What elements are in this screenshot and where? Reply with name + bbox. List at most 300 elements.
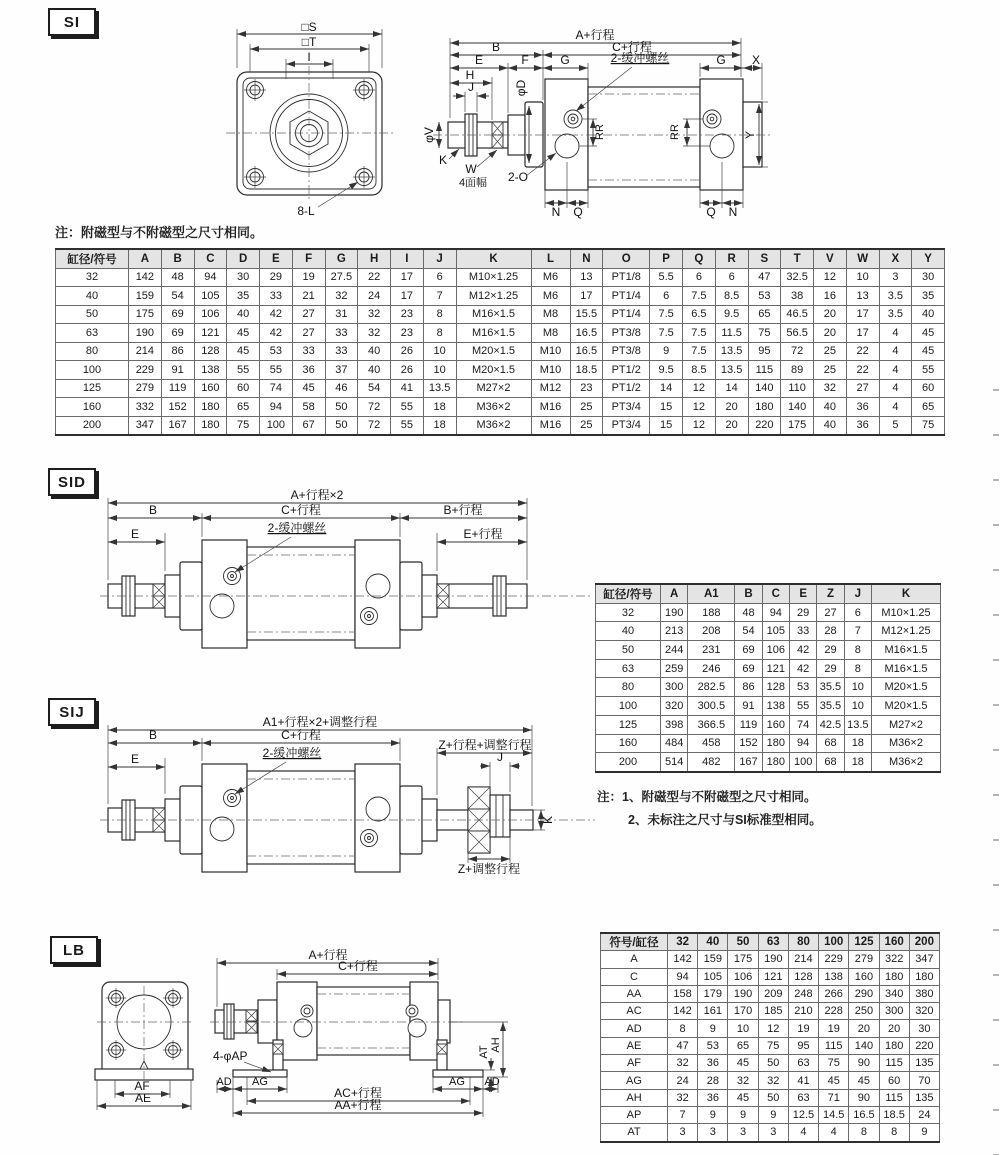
data-cell: 22 <box>846 361 879 380</box>
data-cell: 47 <box>748 268 781 287</box>
data-cell: 74 <box>789 715 816 734</box>
dim-label-n2: N <box>728 205 738 219</box>
data-cell: 53 <box>260 342 293 361</box>
data-cell: 75 <box>748 324 781 343</box>
table-col-header: N <box>570 249 603 268</box>
dim-label-rr: RR <box>594 124 606 140</box>
data-cell: 115 <box>819 1037 849 1054</box>
data-cell: 94 <box>762 603 789 622</box>
dim-label-z-adj: Z+调整行程 <box>457 862 521 876</box>
data-cell: 26 <box>391 342 424 361</box>
table-col-header: Q <box>683 249 716 268</box>
page-edge-tick <box>993 974 999 976</box>
data-cell: 90 <box>849 1055 879 1072</box>
data-cell: 71 <box>819 1089 849 1106</box>
data-cell: 45 <box>227 342 260 361</box>
dim-label-a1: A1+行程×2+调整行程 <box>262 715 378 729</box>
dim-label-e-stroke: E+行程 <box>463 527 503 541</box>
dim-label-a: A+行程 <box>575 28 615 42</box>
dim-label-a: A+行程 <box>308 948 348 962</box>
table-col-header: 40 <box>698 933 728 951</box>
data-cell: 229 <box>819 951 849 968</box>
data-cell: 7.5 <box>683 342 716 361</box>
port-hole-icon <box>210 817 234 841</box>
data-cell: 20 <box>814 305 847 324</box>
dim-label-q2: Q <box>706 205 716 219</box>
dim-label-f: F <box>521 53 529 67</box>
data-cell: M36×2 <box>872 753 941 772</box>
data-cell: 47 <box>668 1037 698 1054</box>
section-tag-sid <box>48 468 96 496</box>
data-cell: 19 <box>788 1020 818 1037</box>
data-cell: 56.5 <box>781 324 814 343</box>
data-cell: 20 <box>715 416 748 435</box>
data-cell: 7 <box>844 622 871 641</box>
row-header-cell: 63 <box>56 324 129 343</box>
si-note: 注：附磁型与不附磁型之尺寸相同。 <box>55 225 264 240</box>
page-edge-tick <box>993 389 999 391</box>
data-cell: 6 <box>650 287 683 306</box>
data-cell: 121 <box>194 324 227 343</box>
table-row <box>601 1106 940 1123</box>
data-cell: 18 <box>844 753 871 772</box>
data-cell: 32 <box>668 1089 698 1106</box>
data-cell: M10 <box>531 361 570 380</box>
data-cell: 35.5 <box>817 697 844 716</box>
table-col-header: V <box>814 249 847 268</box>
data-cell: 220 <box>748 416 781 435</box>
data-cell: 54 <box>735 622 762 641</box>
page-edge-tick <box>993 704 999 706</box>
data-cell: PT1/4 <box>603 305 650 324</box>
data-cell: 8 <box>879 1124 909 1142</box>
data-cell: 128 <box>762 678 789 697</box>
data-cell: 12 <box>683 379 716 398</box>
row-header-cell: 125 <box>56 379 129 398</box>
data-cell: 91 <box>161 361 194 380</box>
data-cell: 119 <box>161 379 194 398</box>
data-cell: 33 <box>260 287 293 306</box>
data-cell: 55 <box>391 398 424 417</box>
data-cell: M16×1.5 <box>872 641 941 660</box>
data-cell: 16.5 <box>570 324 603 343</box>
data-cell: 320 <box>661 697 688 716</box>
table-row <box>596 697 941 716</box>
lb-front-dimensions <box>97 1079 191 1110</box>
data-cell: 29 <box>817 659 844 678</box>
table-col-header: Y <box>912 249 945 268</box>
data-cell: 119 <box>735 715 762 734</box>
table-col-header: 200 <box>909 933 939 951</box>
data-cell: 20 <box>849 1020 879 1037</box>
data-cell: 13.5 <box>423 379 456 398</box>
data-cell: 300 <box>879 1003 909 1020</box>
data-cell: 69 <box>735 659 762 678</box>
data-cell: 27 <box>292 305 325 324</box>
data-cell: 69 <box>735 641 762 660</box>
data-cell: 45 <box>728 1089 758 1106</box>
data-cell: 514 <box>661 753 688 772</box>
data-cell: 40 <box>358 342 391 361</box>
cushion-screw-icon <box>361 608 378 625</box>
data-cell: PT3/8 <box>603 342 650 361</box>
data-cell: M20×1.5 <box>456 342 531 361</box>
data-cell: 14.5 <box>819 1106 849 1123</box>
data-cell: 190 <box>129 324 162 343</box>
dim-label-h: H <box>465 68 475 82</box>
data-cell: 185 <box>758 1003 788 1020</box>
data-cell: 3 <box>698 1124 728 1142</box>
data-cell: 22 <box>846 342 879 361</box>
data-cell: 8 <box>423 324 456 343</box>
table-row <box>601 1055 940 1072</box>
lb-side-view-drawing <box>210 945 602 1153</box>
data-cell: 40 <box>814 398 847 417</box>
table-col-header: E <box>260 249 293 268</box>
data-cell: 75 <box>758 1037 788 1054</box>
data-cell: 45 <box>849 1072 879 1089</box>
dim-label-v: φV <box>422 127 436 143</box>
data-cell: 9 <box>698 1106 728 1123</box>
data-cell: PT3/4 <box>603 398 650 417</box>
dim-label-ad2: AD <box>484 1076 500 1088</box>
data-cell: 190 <box>728 985 758 1002</box>
section-tag-si-label: SI <box>63 13 81 31</box>
data-cell: 106 <box>762 641 789 660</box>
port-hole-icon <box>710 134 734 158</box>
data-cell: PT3/4 <box>603 416 650 435</box>
data-cell: 347 <box>129 416 162 435</box>
dim-label-b: B <box>148 503 158 517</box>
table-col-header: B <box>161 249 194 268</box>
data-cell: 29 <box>260 268 293 287</box>
sid-note-1: 注：1、附磁型与不附磁型之尺寸相同。 <box>597 790 817 804</box>
data-cell: 3 <box>668 1124 698 1142</box>
data-cell: 50 <box>758 1089 788 1106</box>
data-cell: 8 <box>423 305 456 324</box>
data-cell: 160 <box>762 715 789 734</box>
data-cell: 36 <box>846 398 879 417</box>
cushion-screw-icon <box>361 830 378 847</box>
table-col-header: W <box>846 249 879 268</box>
data-cell: 42 <box>260 305 293 324</box>
data-cell: 19 <box>819 1020 849 1037</box>
page-edge-tick <box>993 749 999 751</box>
data-cell: M16×1.5 <box>456 324 531 343</box>
data-cell: M10×1.25 <box>872 603 941 622</box>
table-col-header: Z <box>817 584 844 603</box>
data-cell: 35.5 <box>817 678 844 697</box>
data-cell: 24 <box>358 287 391 306</box>
table-row <box>56 324 945 343</box>
table-col-header: F <box>292 249 325 268</box>
data-cell: 58 <box>292 398 325 417</box>
data-cell: 115 <box>748 361 781 380</box>
data-cell: 27.5 <box>325 268 358 287</box>
si-front-view-drawing <box>222 22 402 218</box>
data-cell: 69 <box>161 305 194 324</box>
page-edge-tick <box>993 479 999 481</box>
table-header-row <box>601 933 940 951</box>
data-cell: M10 <box>531 342 570 361</box>
data-cell: 63 <box>788 1055 818 1072</box>
table-col-header: P <box>650 249 683 268</box>
data-cell: 135 <box>909 1055 939 1072</box>
table-col-header: G <box>325 249 358 268</box>
data-cell: 158 <box>668 985 698 1002</box>
data-cell: 121 <box>762 659 789 678</box>
data-cell: 159 <box>698 951 728 968</box>
data-cell: 23 <box>391 324 424 343</box>
dim-label-c: C+行程 <box>338 959 378 973</box>
data-cell: 55 <box>260 361 293 380</box>
data-cell: 190 <box>758 951 788 968</box>
data-cell: 17 <box>570 287 603 306</box>
data-cell: 142 <box>668 951 698 968</box>
section-tag-si <box>48 8 96 36</box>
data-cell: 110 <box>781 379 814 398</box>
data-cell: 9 <box>909 1124 939 1142</box>
data-cell: 142 <box>668 1003 698 1020</box>
data-cell: 180 <box>879 1037 909 1054</box>
dim-label-q: Q <box>573 205 583 219</box>
data-cell: M16×1.5 <box>456 305 531 324</box>
table-row <box>601 1020 940 1037</box>
table-col-header: 80 <box>788 933 818 951</box>
data-cell: 45 <box>912 324 945 343</box>
dim-label-n: N <box>551 205 561 219</box>
data-cell: 266 <box>819 985 849 1002</box>
data-cell: 90 <box>849 1089 879 1106</box>
data-cell: 36 <box>292 361 325 380</box>
data-cell: 300 <box>661 678 688 697</box>
row-header-cell: 40 <box>56 287 129 306</box>
dim-label-4ap: 4-φAP <box>213 1049 248 1063</box>
data-cell: 50 <box>758 1055 788 1072</box>
row-header-cell: 125 <box>596 715 661 734</box>
data-cell: 138 <box>762 697 789 716</box>
data-cell: 40 <box>358 361 391 380</box>
data-cell: M12×1.25 <box>456 287 531 306</box>
data-cell: 53 <box>748 287 781 306</box>
table-row <box>601 1037 940 1054</box>
data-cell: 180 <box>762 734 789 753</box>
table-corner-header: 符号/缸径 <box>601 933 668 951</box>
data-cell: 175 <box>728 951 758 968</box>
data-cell: 5.5 <box>650 268 683 287</box>
data-cell: 65 <box>748 305 781 324</box>
sid-notes <box>597 786 822 832</box>
data-cell: 8.5 <box>715 287 748 306</box>
data-cell: M16 <box>531 398 570 417</box>
data-cell: 9.5 <box>650 361 683 380</box>
data-cell: 30 <box>912 268 945 287</box>
table-corner-header: 缸径/符号 <box>56 249 129 268</box>
data-cell: 21 <box>292 287 325 306</box>
data-cell: 67 <box>292 416 325 435</box>
data-cell: 160 <box>849 968 879 985</box>
data-cell: 214 <box>788 951 818 968</box>
data-cell: 65 <box>227 398 260 417</box>
data-cell: 279 <box>849 951 879 968</box>
dim-label-ag: AG <box>252 1076 268 1088</box>
dim-label-c: C+行程 <box>281 728 321 742</box>
port-hole-icon <box>366 797 390 821</box>
section-tag-lb-label: LB <box>63 941 85 959</box>
data-cell: 175 <box>781 416 814 435</box>
data-cell: 12 <box>758 1020 788 1037</box>
page-edge-tick <box>993 569 999 571</box>
data-cell: 121 <box>758 968 788 985</box>
data-cell: 180 <box>748 398 781 417</box>
data-cell: 7 <box>668 1106 698 1123</box>
table-col-header: X <box>879 249 912 268</box>
dim-label-j: J <box>497 750 503 764</box>
data-cell: 15 <box>650 416 683 435</box>
data-cell: M16×1.5 <box>872 659 941 678</box>
dim-label-ad: AD <box>216 1076 232 1088</box>
data-cell: 75 <box>912 416 945 435</box>
data-cell: 14 <box>715 379 748 398</box>
data-cell: 35 <box>227 287 260 306</box>
data-cell: 25 <box>570 416 603 435</box>
data-cell: M6 <box>531 268 570 287</box>
data-cell: 41 <box>788 1072 818 1089</box>
data-cell: 106 <box>728 968 758 985</box>
port-hole-icon <box>366 574 390 598</box>
dim-label-z-stroke: Z+行程+调整行程 <box>438 738 532 752</box>
data-cell: 244 <box>661 641 688 660</box>
table-col-header: E <box>789 584 816 603</box>
data-cell: PT1/8 <box>603 268 650 287</box>
page-edge-tick <box>993 524 999 526</box>
sid-outline <box>100 540 590 648</box>
data-cell: 28 <box>817 622 844 641</box>
data-cell: 50 <box>325 398 358 417</box>
data-cell: 3.5 <box>879 305 912 324</box>
data-cell: 8 <box>668 1020 698 1037</box>
dim-label-ah: AH <box>490 1037 502 1053</box>
data-cell: 42 <box>260 324 293 343</box>
data-cell: 4 <box>788 1124 818 1142</box>
data-cell: 6 <box>844 603 871 622</box>
data-cell: 6 <box>715 268 748 287</box>
data-cell: 32 <box>358 305 391 324</box>
dim-label-w: W <box>465 162 477 176</box>
data-cell: 41 <box>391 379 424 398</box>
data-cell: 30 <box>909 1020 939 1037</box>
data-cell: 37 <box>325 361 358 380</box>
data-cell: 5 <box>879 416 912 435</box>
data-cell: 300.5 <box>688 697 735 716</box>
data-cell: 4 <box>819 1124 849 1142</box>
data-cell: 72 <box>358 398 391 417</box>
dim-label-j: J <box>468 80 474 94</box>
data-cell: 347 <box>909 951 939 968</box>
data-cell: 23 <box>570 379 603 398</box>
row-header-cell: AF <box>601 1055 668 1072</box>
data-cell: 8 <box>844 659 871 678</box>
data-cell: M16 <box>531 416 570 435</box>
row-header-cell: AC <box>601 1003 668 1020</box>
data-cell: 23 <box>391 305 424 324</box>
data-cell: 27 <box>846 379 879 398</box>
table-col-header: 63 <box>758 933 788 951</box>
data-cell: 75 <box>819 1055 849 1072</box>
data-cell: 27 <box>817 603 844 622</box>
data-cell: 45 <box>728 1055 758 1072</box>
table-col-header: C <box>762 584 789 603</box>
data-cell: 95 <box>748 342 781 361</box>
row-header-cell: A <box>601 951 668 968</box>
data-cell: 250 <box>849 1003 879 1020</box>
dim-label-at: AT <box>478 1045 490 1059</box>
data-cell: 105 <box>762 622 789 641</box>
data-cell: 458 <box>688 734 735 753</box>
dim-label-g2: G <box>716 53 726 67</box>
dim-label-b-stroke: B+行程 <box>443 503 483 517</box>
dim-label-t: □T <box>301 35 317 49</box>
data-cell: 33 <box>325 324 358 343</box>
data-cell: 27 <box>292 324 325 343</box>
data-cell: 29 <box>817 641 844 660</box>
data-cell: 60 <box>879 1072 909 1089</box>
data-cell: 180 <box>194 416 227 435</box>
data-cell: 10 <box>423 361 456 380</box>
section-tag-sid-label: SID <box>57 473 86 491</box>
dim-label-x: X <box>751 53 761 67</box>
data-cell: M12 <box>531 379 570 398</box>
port-hole-icon <box>555 134 579 158</box>
page-edge-tick <box>993 1064 999 1066</box>
data-cell: 32 <box>668 1055 698 1072</box>
data-cell: 53 <box>698 1037 728 1054</box>
data-cell: 188 <box>688 603 735 622</box>
data-cell: 142 <box>129 268 162 287</box>
data-cell: 46 <box>325 379 358 398</box>
dim-label-af: AF <box>134 1079 150 1093</box>
dim-label-w4: 4面幅 <box>458 177 488 189</box>
data-cell: 10 <box>423 342 456 361</box>
dim-label-e: E <box>474 53 484 67</box>
data-cell: 42.5 <box>817 715 844 734</box>
data-cell: 20 <box>715 398 748 417</box>
data-cell: 25 <box>570 398 603 417</box>
table-col-header: A1 <box>688 584 735 603</box>
table-col-header: R <box>715 249 748 268</box>
data-cell: 38 <box>781 287 814 306</box>
table-row <box>596 603 941 622</box>
data-cell: 55 <box>789 697 816 716</box>
table-row <box>596 715 941 734</box>
data-cell: 35 <box>912 287 945 306</box>
data-cell: 36 <box>698 1055 728 1072</box>
data-cell: 279 <box>129 379 162 398</box>
page-edge-tick <box>993 929 999 931</box>
table-row <box>601 985 940 1002</box>
data-cell: 7.5 <box>650 305 683 324</box>
data-cell: 138 <box>194 361 227 380</box>
cushion-screw-label: 2-缓冲螺丝 <box>610 51 670 65</box>
table-row <box>596 734 941 753</box>
data-cell: M20×1.5 <box>872 678 941 697</box>
data-cell: 246 <box>688 659 735 678</box>
data-cell: 72 <box>358 416 391 435</box>
row-header-cell: 32 <box>56 268 129 287</box>
table-col-header: D <box>227 249 260 268</box>
data-cell: 25 <box>814 361 847 380</box>
dim-label-b: B <box>148 728 158 742</box>
